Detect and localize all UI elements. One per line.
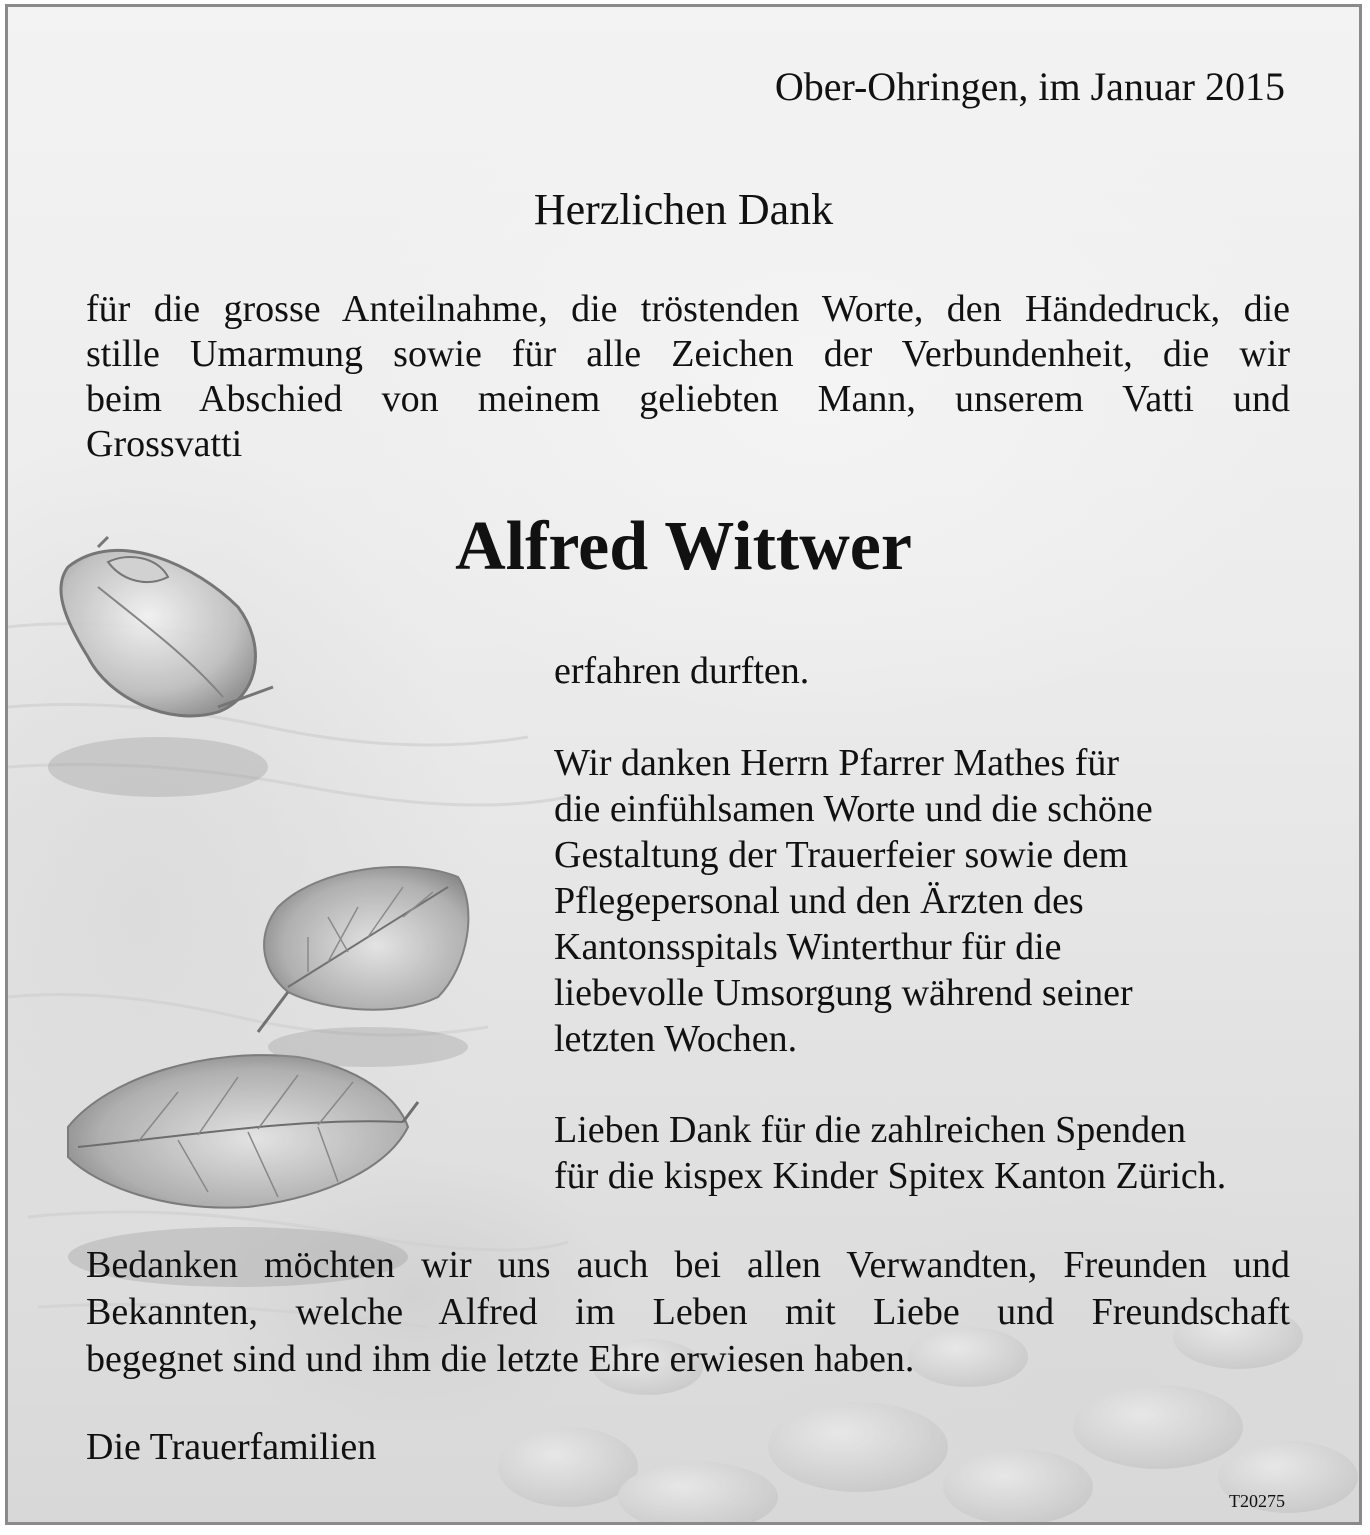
- outro-line: begegnet sind und ihm die letzte Ehre erwiesen haben.: [86, 1338, 915, 1380]
- donation-thanks-line: für die kispex Kinder Spitex Kanton Zürich.: [554, 1155, 1227, 1197]
- pastor-thanks-paragraph: [554, 740, 1153, 1062]
- intro-line: für die grosse Anteilnahme, die tröstenden Worte, den Händedruck, die: [86, 288, 1290, 330]
- signature: Die Trauerfamilien: [86, 1426, 377, 1468]
- outro-line: Bedanken möchten wir uns auch bei allen Verwandten, Freunden und: [86, 1244, 1290, 1286]
- obituary-card: [5, 4, 1362, 1525]
- place-date: Ober-Ohringen, im Januar 2015: [774, 64, 1285, 109]
- continuation-text: erfahren durften.: [554, 650, 810, 692]
- donation-thanks-paragraph: [554, 1107, 1226, 1199]
- intro-paragraph: [86, 287, 1290, 467]
- pastor-thanks-line: liebevolle Umsorgung während seiner: [554, 972, 1133, 1014]
- pastor-thanks-line: Wir danken Herrn Pfarrer Mathes für: [554, 742, 1120, 784]
- leaf-icon: [68, 1055, 418, 1208]
- pastor-thanks-line: die einfühlsamen Worte und die schöne: [554, 788, 1153, 830]
- leaf-icon: [258, 867, 468, 1032]
- outro-paragraph: [86, 1242, 1290, 1383]
- outro-line: Bekannten, welche Alfred im Leben mit Liebe und Freundschaft: [86, 1291, 1290, 1333]
- pastor-thanks-line: letzten Wochen.: [554, 1018, 798, 1060]
- pastor-thanks-line: Kantonsspitals Winterthur für die: [554, 926, 1062, 968]
- intro-line: stille Umarmung sowie für alle Zeichen der Verbundenheit, die wir: [86, 333, 1290, 375]
- deceased-name: Alfred Wittwer: [455, 508, 912, 585]
- donation-thanks-line: Lieben Dank für die zahlreichen Spenden: [554, 1109, 1187, 1151]
- pastor-thanks-line: Gestaltung der Trauerfeier sowie dem: [554, 834, 1129, 876]
- reference-code: T20275: [1229, 1491, 1285, 1511]
- heading: Herzlichen Dank: [533, 185, 834, 234]
- pastor-thanks-line: Pflegepersonal und den Ärzten des: [554, 880, 1084, 922]
- intro-line: Grossvatti: [86, 423, 243, 465]
- intro-line: beim Abschied von meinem geliebten Mann, unserem Vatti und: [86, 378, 1290, 420]
